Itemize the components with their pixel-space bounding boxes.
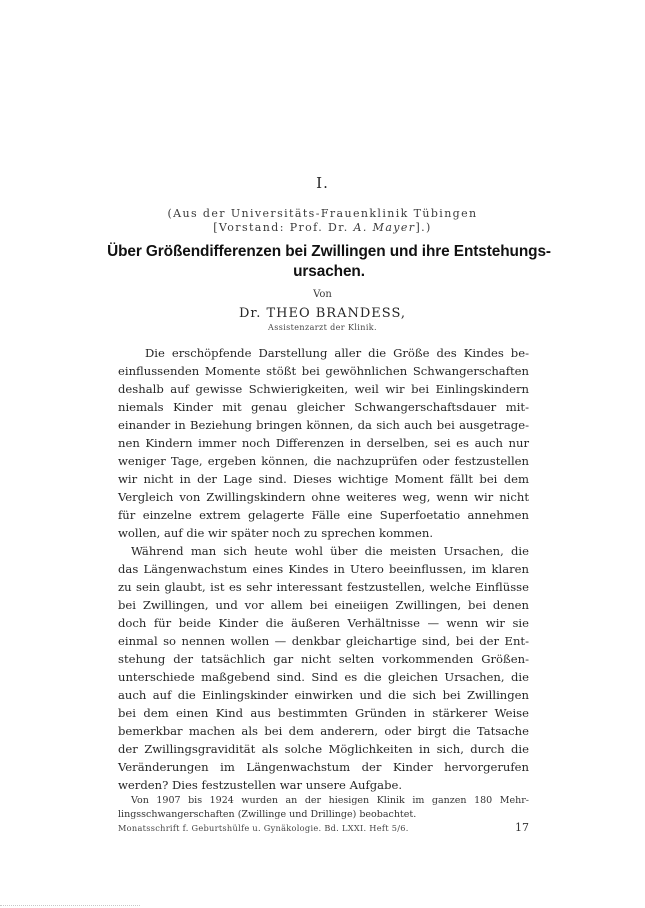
body-line: doch für beide Kinder die äußeren Verhältnisse — wenn wir sie xyxy=(118,616,529,630)
journal-citation: Monatsschrift f. Geburtshülfe u. Gynäkologie. Bd. LXXI. Heft 5/6. xyxy=(118,823,409,833)
body-line: stehung der tatsächlich gar nicht selten vorkommenden Größen- xyxy=(118,652,529,666)
author-position: Assistenzarzt der Klinik. xyxy=(268,323,377,332)
footnote-line-2: lingsschwangerschaften (Zwillinge und Drillinge) beobachtet. xyxy=(118,809,417,820)
body-line: nen Kindern immer noch Differenzen in derselben, sei es auch nur xyxy=(118,436,529,450)
body-line: auch auf die Einlingskinder einwirken und die sich bei Zwillingen xyxy=(118,688,529,702)
body-line: wollen, auf die wir später noch zu sprechen kommen. xyxy=(118,526,434,540)
body-line: bei Zwillingen, und vor allem bei eineiigen Zwillingen, bei denen xyxy=(118,598,529,612)
body-line: der Zwillingsgravidität als solche Möglichkeiten in sich, durch die xyxy=(118,742,529,756)
body-line: einflussenden Momente stößt bei gewöhnlichen Schwangerschaften xyxy=(118,364,529,378)
scan-edge-divider xyxy=(0,905,140,906)
body-line: einmal so nennen wollen — denkbar gleichartige sind, bei der Ent- xyxy=(118,634,529,648)
body-line: werden? Dies festzustellen war unsere Aufgabe. xyxy=(118,778,403,792)
author-name: Dr. THEO BRANDESS, xyxy=(238,306,407,321)
chapter-numeral: I. xyxy=(316,174,329,192)
body-line: unterschiede maßgebend sind. Sind es die gleichen Ursachen, die xyxy=(118,670,529,684)
director-prefix: [Vorstand: Prof. Dr. xyxy=(213,221,354,234)
body-line: weniger Tage, ergeben können, die nachzuprüfen oder festzustellen xyxy=(118,454,529,468)
body-line: Vergleich von Zwillingskindern ohne weiteres weg, wenn wir nicht xyxy=(118,490,529,504)
body-line: einander in Beziehung bringen können, da sich auch bei ausgetrage- xyxy=(118,418,529,432)
body-line: Die erschöpfende Darstellung aller die Größe des Kindes be- xyxy=(145,346,529,360)
body-line: niemals Kinder mit genau gleicher Schwangerschaftsdauer mit- xyxy=(118,400,529,414)
article-title-line-2: ursachen. xyxy=(293,263,365,280)
body-line: Während man sich heute wohl über die meisten Ursachen, die xyxy=(131,544,529,558)
footnote-line-1: Von 1907 bis 1924 wurden an der hiesigen Klinik im ganzen 180 Mehr- xyxy=(131,795,529,806)
body-line: bemerkbar machen als bei dem anderern, oder birgt die Tatsache xyxy=(118,724,529,738)
body-line: deshalb auf gewisse Schwierigkeiten, weil wir bei Einlingskindern xyxy=(118,382,529,396)
institution-line: (Aus der Universitäts-Frauenklinik Tübingen xyxy=(167,207,478,220)
director-name: A. Mayer xyxy=(353,221,416,234)
body-line: das Längenwachstum eines Kindes in Utero beeinflussen, im klaren xyxy=(118,562,529,576)
body-line: zu sein glaubt, ist es sehr interessant festzustellen, welche Einflüsse xyxy=(118,580,529,594)
byline-von: Von xyxy=(313,289,332,300)
article-title-line-1: Über Größendifferenzen bei Zwillingen und ihre Entstehungs- xyxy=(107,243,551,260)
page-number: 17 xyxy=(515,821,529,834)
body-line: bei dem einen Kind aus bestimmten Gründen in stärkerer Weise xyxy=(118,706,529,720)
director-suffix: ].) xyxy=(415,221,432,234)
body-line: für einzelne extrem gelagerte Fälle eine Superfoetatio annehmen xyxy=(118,508,529,522)
director-line xyxy=(0,221,645,234)
body-line: wir nicht in der Lage sind. Dieses wichtige Moment fällt bei dem xyxy=(118,472,529,486)
body-line: Veränderungen im Längenwachstum der Kinder hervorgerufen xyxy=(118,760,529,774)
